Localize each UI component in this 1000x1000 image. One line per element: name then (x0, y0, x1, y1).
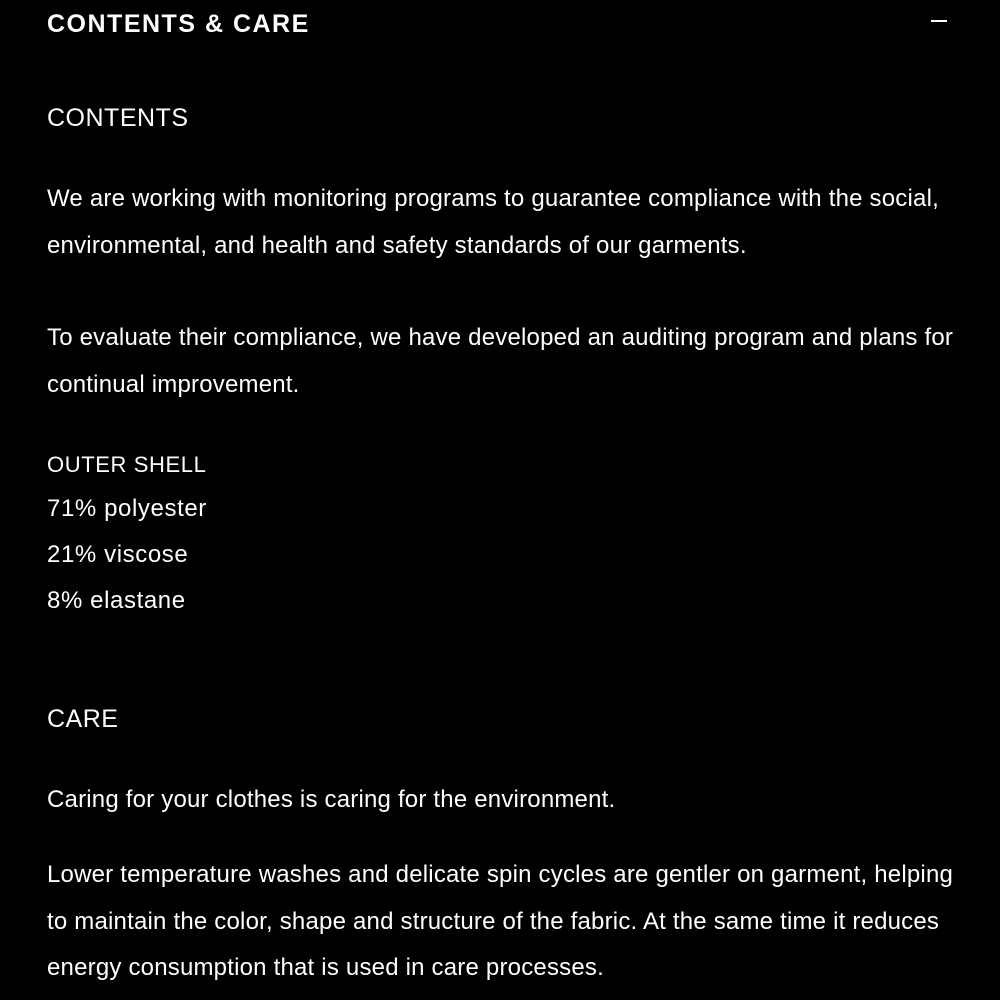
contents-paragraph-2: To evaluate their compliance, we have developed an auditing program and plans for continual improvement. (47, 324, 954, 398)
outer-shell-label: OUTER SHELL (47, 452, 207, 477)
care-paragraph-2: Lower temperature washes and delicate spin cycles are gentler on garment, helping to maintain the color, shape and structure of the fabric. At the same time it reduces energy consumption that is used in care processes. (47, 861, 954, 981)
accordion-header[interactable] (0, 0, 1000, 48)
section-title: CONTENTS & CARE (47, 10, 310, 38)
composition-item: 8% elastane (47, 587, 186, 614)
composition-item: 71% polyester (47, 495, 207, 522)
composition-item: 21% viscose (47, 541, 189, 568)
contents-paragraph-1: We are working with monitoring programs to guarantee compliance with the social, environmental, and health and safety standards of our garments. (47, 185, 939, 259)
contents-heading: CONTENTS (47, 104, 189, 132)
care-paragraph-1: Caring for your clothes is caring for the environment. (47, 786, 616, 813)
care-heading: CARE (47, 705, 119, 733)
minus-icon[interactable] (931, 20, 947, 22)
